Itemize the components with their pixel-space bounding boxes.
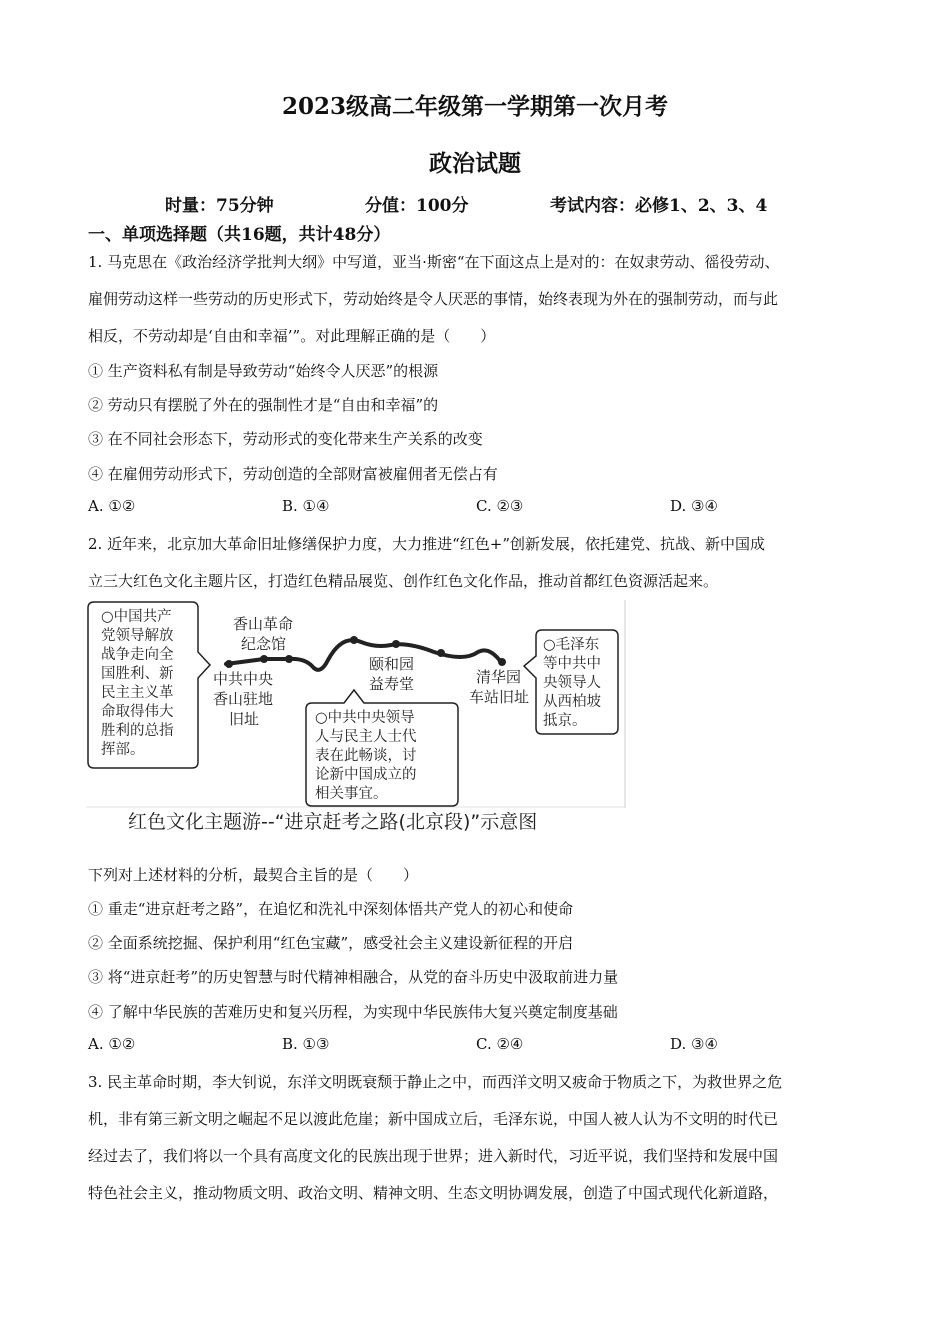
label-yiheyuan: 益寿堂 xyxy=(369,675,415,693)
callout-left-line: 党领导解放 xyxy=(101,628,174,644)
q2-option-b: B. ①③ xyxy=(282,1035,330,1053)
q1-stem-line: 雇佣劳动这样一些劳动的历史形式下，劳动始终是令人厌恶的事情，始终表现为外在的强制劳动，而与此 xyxy=(88,290,779,308)
exam-scope: 考试内容：必修1、2、3、4 xyxy=(550,196,768,216)
q2-item: ① 重走“进京赶考之路”，在追忆和洗礼中深刻体悟共产党人的初心和使命 xyxy=(88,900,574,918)
label-zhonggong-site: 中共中央 xyxy=(213,670,274,688)
figure-caption: 红色文化主题游--“进京赶考之路(北京段)”示意图 xyxy=(128,811,538,833)
callout-left-line: 挥部。 xyxy=(101,742,145,758)
callout-right-line: 央领导人 xyxy=(543,675,601,691)
label-zhonggong-site: 旧址 xyxy=(229,710,260,728)
q1-option-d: D. ③④ xyxy=(670,497,718,515)
route-stop-marker xyxy=(392,640,400,648)
callout-middle-line: 论新中国成立的 xyxy=(315,767,417,783)
q1-stem-line: 相反，不劳动却是‘自由和幸福’”。对此理解正确的是（ ） xyxy=(88,327,496,345)
q2-option-a: A. ①② xyxy=(88,1035,136,1053)
q2-stem-line: 2. 近年来，北京加大革命旧址修缮保护力度，大力推进“红色+”创新发展，依托建党、抗战、新中国成 xyxy=(88,535,765,553)
exam-subject: 政治试题 xyxy=(429,150,521,177)
callout-right-line: ○毛泽东 xyxy=(543,637,600,653)
callout-right-line: 抵京。 xyxy=(543,713,587,729)
q1-item: ③ 在不同社会形态下，劳动形式的变化带来生产关系的改变 xyxy=(88,430,483,448)
exam-time: 时量：75分钟 xyxy=(165,196,274,216)
label-qinghua: 车站旧址 xyxy=(469,688,530,706)
q1-item: ① 生产资料私有制是导致劳动“始终令人厌恶”的根源 xyxy=(88,362,439,380)
route-stop-marker xyxy=(285,655,293,663)
callout-middle-line: 人与民主人士代 xyxy=(315,729,417,745)
label-qinghua: 清华园 xyxy=(476,668,522,686)
q1-item: ② 劳动只有摆脱了外在的强制性才是“自由和幸福”的 xyxy=(88,396,439,414)
q1-item: ④ 在雇佣劳动形式下，劳动创造的全部财富被雇佣者无偿占有 xyxy=(88,465,498,483)
q2-question-stem: 下列对上述材料的分析，最契合主旨的是（ ） xyxy=(88,866,419,884)
label-yiheyuan: 颐和园 xyxy=(369,655,415,673)
label-xiangshan-memorial: 纪念馆 xyxy=(241,635,287,653)
route-stop-marker xyxy=(260,655,268,663)
q2-stem-line: 立三大红色文化主题片区，打造红色精品展览、创作红色文化作品，推动首都红色资源活起来。 xyxy=(88,572,719,590)
q3-stem-line: 特色社会主义，推动物质文明、政治文明、精神文明、生态文明协调发展，创造了中国式现代化新道路， xyxy=(88,1184,779,1202)
q2-option-c: C. ②④ xyxy=(476,1035,524,1053)
callout-left-line: 民主主义革 xyxy=(101,685,174,701)
q1-option-c: C. ②③ xyxy=(476,497,524,515)
route-stop-marker xyxy=(498,658,506,666)
q2-item: ③ 将“进京赶考”的历史智慧与时代精神相融合，从党的奋斗历史中汲取前进力量 xyxy=(88,968,619,986)
q1-option-b: B. ①④ xyxy=(282,497,330,515)
callout-left-line: 胜利的总指 xyxy=(101,723,174,739)
q2-item: ② 全面系统挖掘、保护利用“红色宝藏”，感受社会主义建设新征程的开启 xyxy=(88,934,574,952)
q1-stem-line: 1. 马克思在《政治经济学批判大纲》中写道，亚当·斯密“在下面这点上是对的：在奴隶劳动、徭役劳动、 xyxy=(88,253,780,271)
q3-stem-line: 经过去了，我们将以一个具有高度文化的民族出现于世界；进入新时代，习近平说，我们坚持和发展中国 xyxy=(88,1147,779,1165)
exam-score: 分值：100分 xyxy=(365,196,469,216)
callout-left-line: 命取得伟大 xyxy=(101,704,174,720)
label-xiangshan-memorial: 香山革命 xyxy=(233,615,294,633)
callout-left-line: 国胜利、新 xyxy=(101,666,174,682)
q1-option-a: A. ①② xyxy=(88,497,136,515)
callout-right-line: 等中共中 xyxy=(543,656,601,672)
route-stop-marker xyxy=(225,660,233,668)
label-zhonggong-site: 香山驻地 xyxy=(213,690,274,708)
q3-stem-line: 机，非有第三新文明之崛起不足以渡此危崖；新中国成立后，毛泽东说，中国人被人认为不文明的时代已 xyxy=(88,1110,779,1128)
callout-middle-line: 相关事宜。 xyxy=(315,786,388,802)
q2-item: ④ 了解中华民族的苦难历史和复兴历程，为实现中华民族伟大复兴奠定制度基础 xyxy=(88,1003,618,1021)
route-stop-marker xyxy=(350,636,358,644)
route-diagram xyxy=(86,600,626,808)
callout-middle-line: 表在此畅谈，讨 xyxy=(315,748,417,764)
route-stop-marker xyxy=(437,649,445,657)
callout-right-line: 从西柏坡 xyxy=(543,694,601,710)
q3-stem-line: 3. 民主革命时期，李大钊说，东洋文明既衰颓于静止之中，而西洋文明又疲命于物质之下，为救世界之危 xyxy=(88,1073,783,1091)
callout-left-line: ○中国共产 xyxy=(101,609,172,625)
callout-left-line: 战争走向全 xyxy=(101,647,174,663)
section-heading: 一、单项选择题（共16题，共计48分） xyxy=(88,225,391,245)
q2-option-d: D. ③④ xyxy=(670,1035,718,1053)
exam-title: 2023级高二年级第一学期第一次月考 xyxy=(281,93,668,120)
callout-middle-line: ○中共中央领导 xyxy=(315,710,415,726)
